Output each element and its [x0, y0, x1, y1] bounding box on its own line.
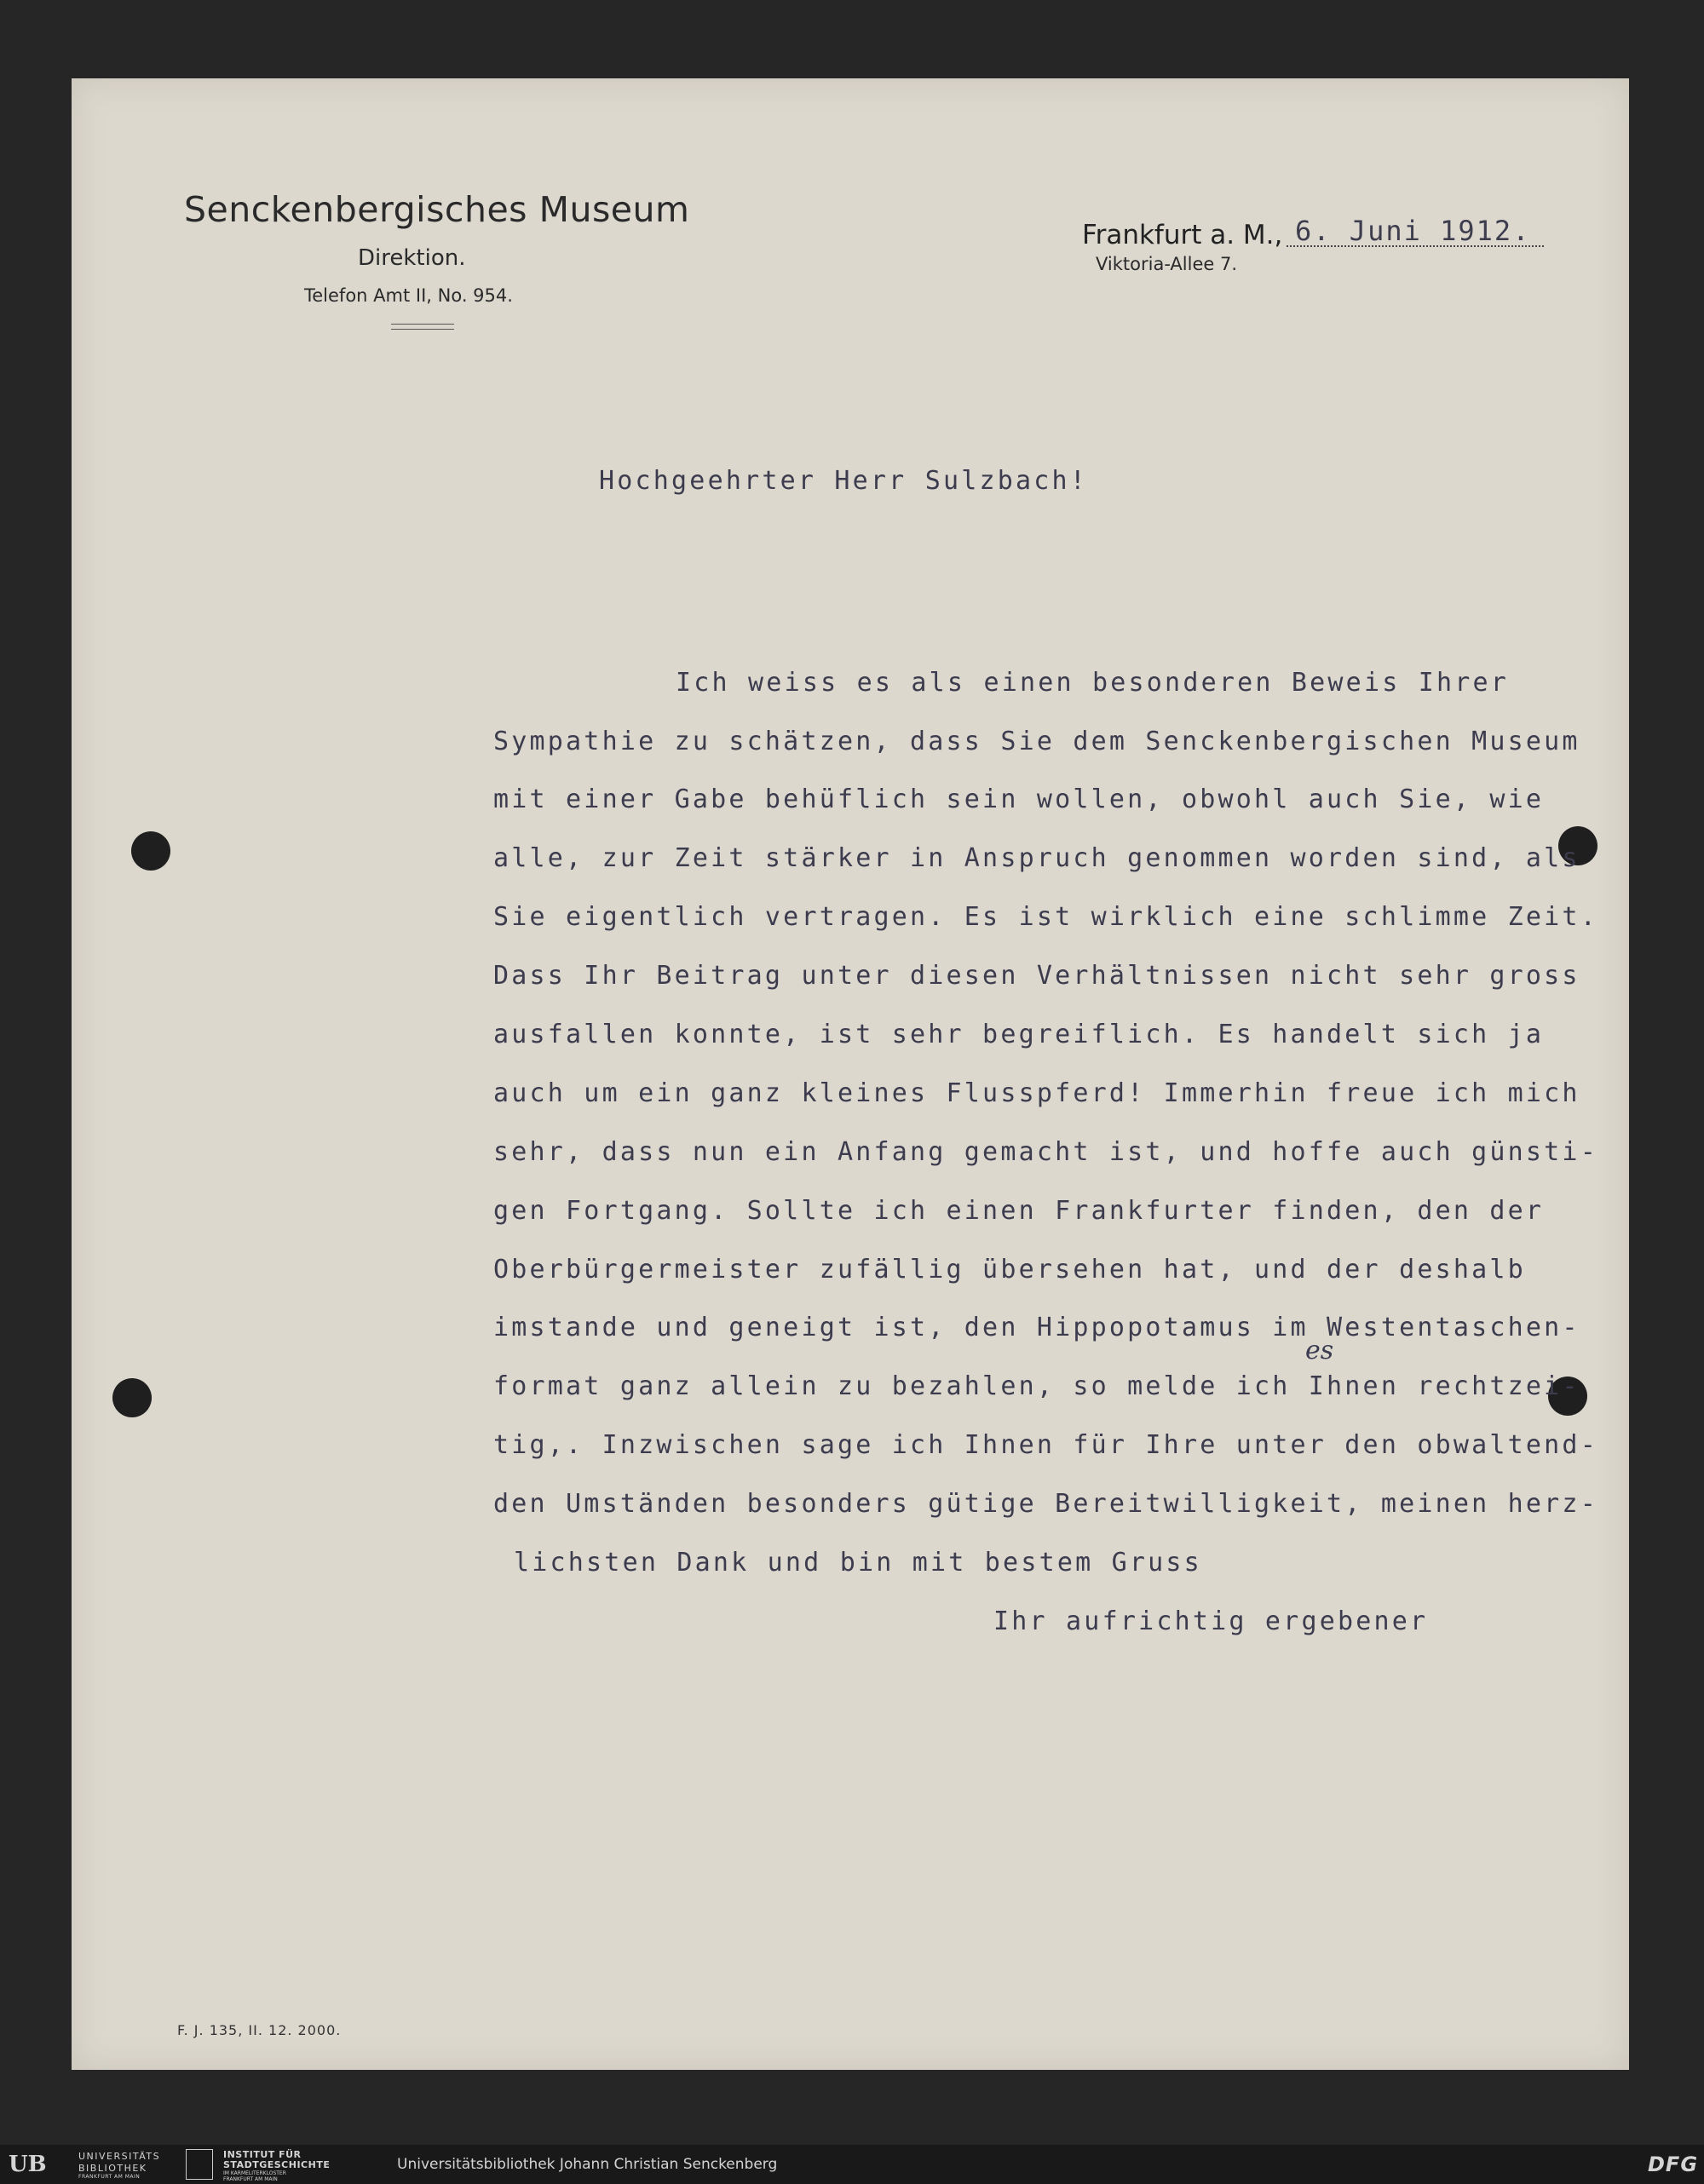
letterhead-address: Viktoria-Allee 7. — [1096, 254, 1238, 274]
isg-logo-text: STADTGESCHICHTE — [223, 2159, 331, 2170]
closing: Ihr aufrichtig ergebener — [993, 1606, 1429, 1636]
letterhead-department: Direktion. — [358, 245, 466, 271]
letter-date: 6. Juni 1912. — [1295, 215, 1531, 247]
body-line: den Umständen besonders gütige Bereitwilligkeit, meinen herz- — [493, 1489, 1598, 1519]
body-line: sehr, dass nun ein Anfang gemacht ist, und hoffe auch günsti- — [493, 1137, 1598, 1167]
dfg-logo: DFG — [1648, 2152, 1699, 2176]
body-line: auch um ein ganz kleines Flusspferd! Immerhin freue ich mich — [493, 1078, 1580, 1108]
body-line: imstande und geneigt ist, den Hippopotamus im Westentaschen- — [493, 1313, 1580, 1342]
letter-page — [72, 78, 1629, 2070]
body-line: Sie eigentlich vertragen. Es ist wirklich eine schlimme Zeit. — [493, 902, 1598, 932]
body-line: Ich weiss es als einen besonderen Beweis Ihrer — [676, 668, 1510, 698]
body-line: format ganz allein zu bezahlen, so melde ich Ihnen rechtzei- — [493, 1371, 1580, 1401]
form-number: F. J. 135, II. 12. 2000. — [177, 2022, 342, 2038]
isg-logo-text: INSTITUT FÜR — [223, 2149, 302, 2160]
handwritten-insertion: es — [1305, 1336, 1334, 1365]
body-line: lichsten Dank und bin mit bestem Gruss — [514, 1548, 1202, 1578]
letterhead-telephone: Telefon Amt II, No. 954. — [304, 285, 513, 306]
body-line: ausfallen konnte, ist sehr begreiflich. Es handelt sich ja — [493, 1020, 1545, 1049]
digitization-footer — [0, 2145, 1704, 2184]
body-line: Dass Ihr Beitrag unter diesen Verhältnissen nicht sehr gross — [493, 961, 1580, 991]
isg-logo-icon — [186, 2149, 213, 2180]
body-line: gen Fortgang. Sollte ich einen Frankfurter finden, den der — [493, 1196, 1545, 1226]
institution-name: Universitätsbibliothek Johann Christian Senckenberg — [397, 2156, 778, 2173]
salutation: Hochgeehrter Herr Sulzbach! — [599, 466, 1089, 496]
isg-logo-text: FRANKFURT AM MAIN — [223, 2176, 278, 2182]
body-line: alle, zur Zeit stärker in Anspruch genommen worden sind, als — [493, 843, 1580, 873]
isg-logo-text: IM KARMELITERKLOSTER — [223, 2170, 286, 2176]
letterhead-name: Senckenbergisches Museum — [184, 189, 690, 230]
body-line: Sympathie zu schätzen, dass Sie dem Senckenbergischen Museum — [493, 727, 1580, 756]
punch-hole-lower-left — [112, 1378, 152, 1417]
body-line: Oberbürgermeister zufällig übersehen hat, und der deshalb — [493, 1255, 1526, 1285]
ub-logo: UB — [9, 2152, 47, 2177]
place-line: Frankfurt a. M., — [1082, 220, 1283, 250]
letterhead-divider — [391, 324, 454, 330]
ub-logo-text: BIBLIOTHEK — [78, 2163, 147, 2174]
body-line: mit einer Gabe behüflich sein wollen, obwohl auch Sie, wie — [493, 785, 1545, 814]
ub-logo-text: FRANKFURT AM MAIN — [78, 2174, 141, 2180]
body-line: tig,. Inzwischen sage ich Ihnen für Ihre unter den obwaltend- — [493, 1430, 1598, 1460]
ub-logo-text: UNIVERSITÄTS — [78, 2151, 161, 2162]
punch-hole-upper-left — [131, 831, 170, 871]
